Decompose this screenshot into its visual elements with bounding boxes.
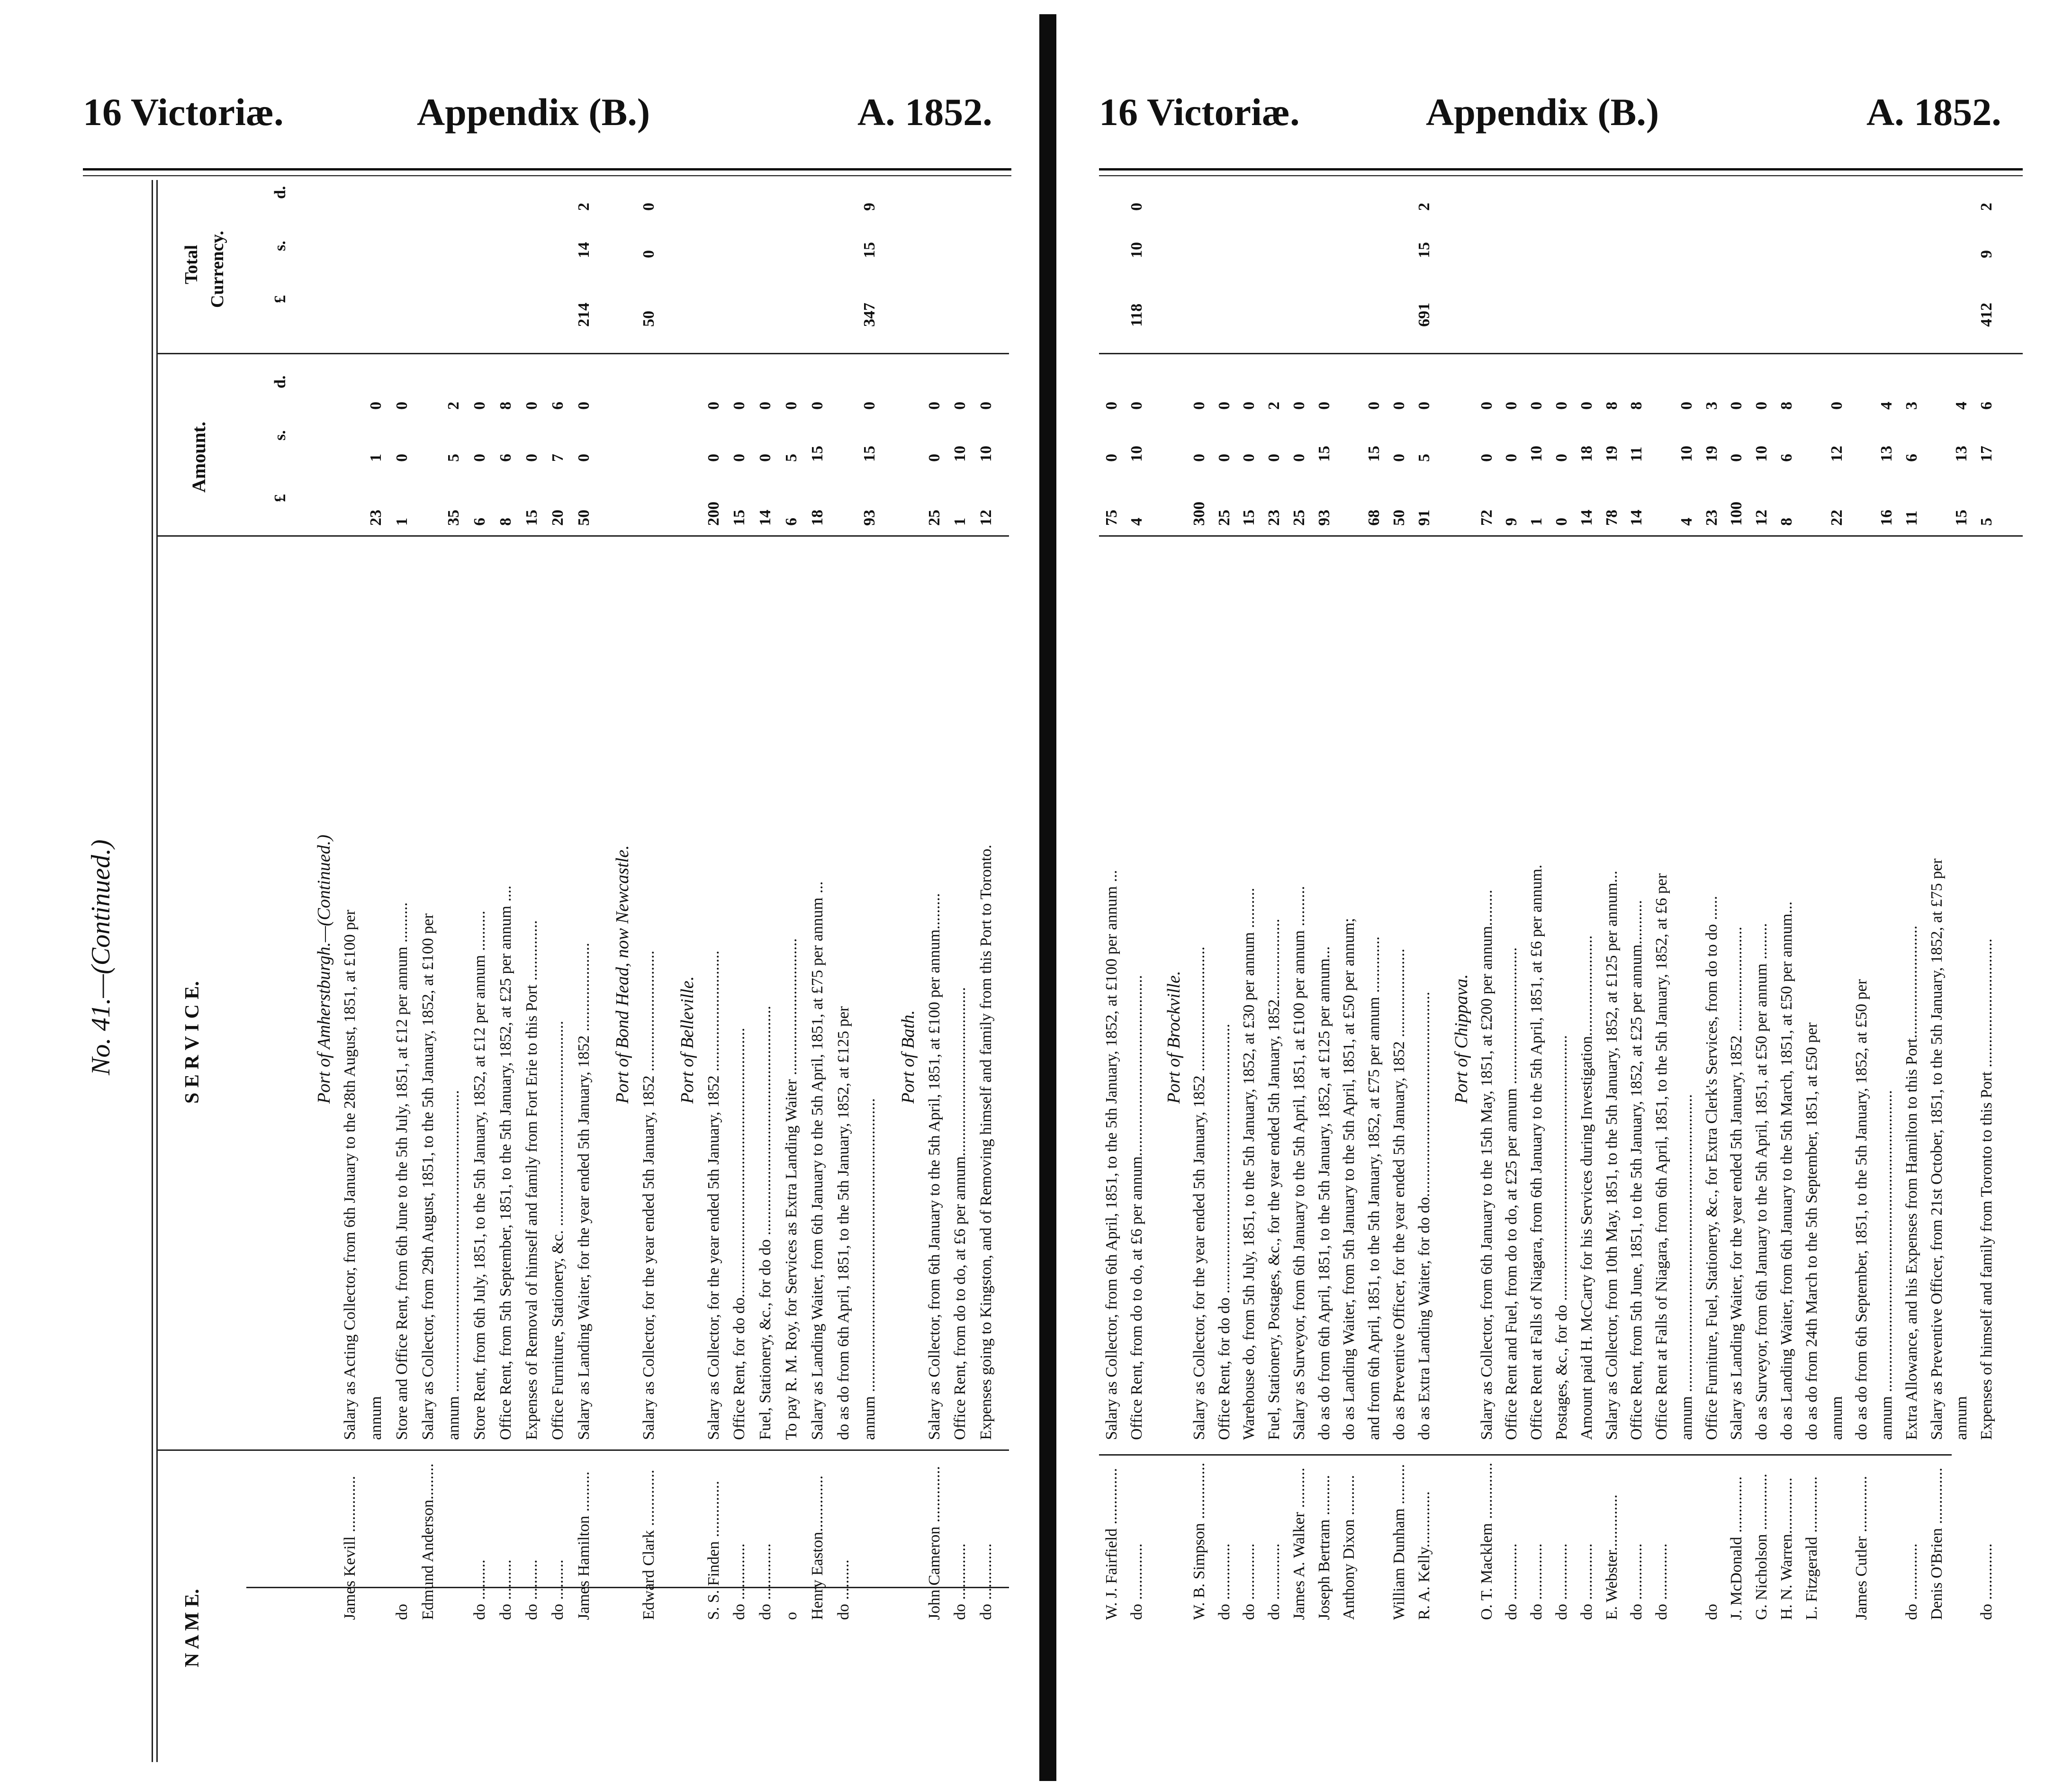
amount-shillings: 1 — [367, 454, 385, 462]
total-pounds: 347 — [860, 303, 878, 327]
amount-shillings: 0 — [1190, 454, 1208, 462]
row-service: do as Preventive Officer, for the year ended 5th January, 1852 ...................... — [1390, 948, 1408, 1440]
amount-pence: 0 — [367, 402, 385, 410]
amount-shillings: 15 — [1315, 446, 1333, 462]
amount-pence: 3 — [1703, 402, 1721, 410]
row-service: Salary as Collector, for the year ended 5th January, 1852 ............................... — [1190, 946, 1208, 1440]
amount-pence: 0 — [1503, 402, 1521, 410]
amount-pence: 0 — [1553, 402, 1570, 410]
amount-pence: 0 — [1190, 402, 1208, 410]
total-pence: 0 — [1127, 203, 1145, 211]
amount-shillings: 0 — [1477, 454, 1495, 462]
amount-pounds: 78 — [1603, 510, 1621, 526]
row-name: do .............. — [977, 1543, 995, 1620]
row-name: Denis O'Brien .............. — [1928, 1467, 1946, 1620]
amount-shillings: 5 — [445, 454, 463, 462]
row-name: J. McDonald .............. — [1728, 1476, 1746, 1620]
amount-pence: 0 — [730, 402, 748, 410]
name-column-header: N A M E. — [181, 1589, 203, 1667]
amount-shillings: 0 — [1290, 454, 1308, 462]
row-service: Salary as Collector, for the year ended 5th January, 1852 .............................. — [704, 950, 722, 1440]
amount-pounds: 93 — [1315, 510, 1333, 526]
amount-pounds: 11 — [1902, 510, 1920, 526]
row-service: Office Rent, for do do................................................................... — [730, 1027, 748, 1440]
row-name: do .............. — [1127, 1543, 1145, 1620]
amount-shillings: 0 — [1240, 454, 1258, 462]
amount-pence: 2 — [445, 402, 463, 410]
row-service: Expenses going to Kingston, and of Removing himself and family from this Port to Toronto. — [977, 845, 995, 1440]
row-service: Salary as Collector, from 6th January to the 5th April, 1851, at £100 per annum......... — [925, 893, 943, 1440]
amount-pence: 0 — [1828, 402, 1846, 410]
amount-pence: 0 — [1677, 402, 1695, 410]
row-service: do as do from 6th September, 1851, to the 5th January, 1852, at £50 per — [1853, 979, 1871, 1440]
row-name: do .......... — [834, 1559, 852, 1620]
left-service-amount-divider — [156, 535, 1009, 537]
amount-shillings: 10 — [1127, 446, 1145, 462]
left-name-service-divider — [156, 1449, 1009, 1451]
amount-pence: 0 — [951, 402, 969, 410]
amount-shillings: 10 — [951, 446, 969, 462]
amount-pounds: 16 — [1878, 510, 1896, 526]
amount-pounds: 25 — [1290, 510, 1308, 526]
amount-shillings: 19 — [1703, 446, 1721, 462]
row-name: do .............. — [757, 1543, 775, 1620]
header-rule-right-thin — [1099, 175, 2023, 176]
row-name: do .............. — [1215, 1543, 1233, 1620]
amount-pence: 0 — [1528, 402, 1546, 410]
amount-shillings: 13 — [1953, 446, 1971, 462]
row-service: Salary as Surveyor, from 6th January to the 5th April, 1851, at £100 per annum .......... — [1290, 886, 1308, 1440]
row-service: Office Furniture, Stationery, &c. ................................................... — [549, 1021, 567, 1440]
currency-column-header: Currency. — [207, 231, 227, 308]
total-pence: 2 — [1415, 203, 1433, 211]
amount-pounds: 23 — [1265, 510, 1283, 526]
row-name: H. N. Warren.............. — [1778, 1477, 1795, 1620]
amount-pence: 0 — [704, 402, 722, 410]
row-name: do .............. — [1503, 1543, 1521, 1620]
amount-pounds: 8 — [497, 518, 515, 526]
row-name: L. Fitzgerald .............. — [1802, 1476, 1820, 1620]
row-service: do as Landing Waiter, from 5th January to the 5th April, 1851, at £50 per annum; — [1340, 918, 1358, 1440]
amount-shillings: 17 — [1978, 446, 1996, 462]
left-frame-line — [152, 180, 153, 1762]
amount-pounds: 12 — [1753, 510, 1771, 526]
amount-shillings: 0 — [925, 454, 943, 462]
row-name: W. B. Simpson .............. — [1190, 1462, 1208, 1620]
amount-pence: 0 — [783, 402, 801, 410]
total-shillings: 0 — [640, 250, 658, 258]
table-title: No. 41.—(Continued.) — [86, 839, 116, 1075]
amount-pounds: 15 — [1953, 510, 1971, 526]
row-service: do as do from 6th April, 1851, to the 5th January, 1852, at £125 per — [834, 1006, 852, 1440]
amount-pounds: 1 — [1528, 518, 1546, 526]
amount-pounds: 23 — [367, 510, 385, 526]
amount-pounds: 1 — [951, 518, 969, 526]
row-name: do .......... — [471, 1559, 489, 1620]
row-service: Salary as Collector, from 6th January to the 15th May, 1851, at £200 per annum......... — [1477, 890, 1495, 1440]
amount-pence: 0 — [523, 402, 541, 410]
amount-shillings: 0 — [1390, 454, 1408, 462]
total-pence: 9 — [860, 203, 878, 211]
amount-pence: 0 — [1577, 402, 1595, 410]
amount-pounds: 20 — [549, 510, 567, 526]
total-pence-header: d. — [271, 186, 289, 199]
row-service: Postages, &c., for do .................................................................. — [1553, 1035, 1570, 1440]
amount-pounds: 6 — [471, 518, 489, 526]
row-name: do .............. — [951, 1543, 969, 1620]
amount-shillings: 5 — [1415, 454, 1433, 462]
amount-pence: 0 — [1415, 402, 1433, 410]
row-service: do as Landing Waiter, from 6th January to the 5th March, 1851, at £50 per annum... — [1778, 901, 1795, 1440]
total-pounds: 691 — [1415, 303, 1433, 327]
row-service: Expenses of Removal of himself and family from Fort Erie to this Port ............... — [523, 920, 541, 1440]
total-pounds: 118 — [1127, 303, 1145, 327]
row-service: Salary as Preventive Officer, from 21st October, 1851, to the 5th January, 1852, at £75 per — [1928, 858, 1946, 1440]
row-service: Salary as Landing Waiter, for the year ended 5th January, 1852 .......................... — [1728, 926, 1746, 1440]
amount-pence: 4 — [1953, 402, 1971, 410]
row-service: Salary as Collector, from 6th April, 1851, to the 5th January, 1852, at £100 per annum ... — [1103, 870, 1120, 1440]
row-name: do .............. — [1577, 1543, 1595, 1620]
row-service: Store and Office Rent, from 6th June to the 5th July, 1851, at £12 per annum .......... — [393, 902, 411, 1440]
amount-pence: 0 — [1477, 402, 1495, 410]
row-service: Office Rent, from 5th September, 1851, to the 5th January, 1852, at £25 per annum .... — [497, 885, 515, 1440]
amount-shillings: 19 — [1603, 446, 1621, 462]
amount-shillings: 0 — [1265, 454, 1283, 462]
amount-pounds: 68 — [1365, 510, 1383, 526]
row-name: Edward Clark .............. — [640, 1469, 658, 1620]
row-name: do — [1703, 1604, 1721, 1620]
row-service: Salary as Landing Waiter, for the year ended 5th January, 1852 ...................... — [575, 943, 593, 1440]
amount-pence: 0 — [1103, 402, 1120, 410]
row-name: James Kevill .............. — [341, 1475, 359, 1620]
amount-shillings: 0 — [575, 454, 593, 462]
amount-pounds: 9 — [1503, 518, 1521, 526]
row-service: Office Rent, for do do ................................................................... — [1215, 1024, 1233, 1440]
amount-pounds: 50 — [575, 510, 593, 526]
total-shillings: 15 — [860, 242, 878, 258]
row-name: James A. Walker .......... — [1290, 1467, 1308, 1620]
amount-pence: 0 — [1365, 402, 1383, 410]
row-service: do as Surveyor, from 6th January to the 5th April, 1851, at £50 per annum ......... — [1753, 923, 1771, 1440]
row-name: Edmund Anderson......... — [419, 1463, 437, 1620]
row-service: Office Rent, from do to do, at £6 per annum.......................................... — [951, 987, 969, 1440]
total-pounds: 412 — [1978, 303, 1996, 327]
row-service: Office Rent, from do to do, at £6 per annum............................................. — [1127, 975, 1145, 1440]
amount-pounds: 100 — [1728, 502, 1746, 526]
row-name: Henry Easton.............. — [808, 1475, 826, 1620]
amount-pence: 0 — [1728, 402, 1746, 410]
row-service: Office Furniture, Fuel, Stationery, &c., for Extra Clerk's Services, from do to do ...... — [1703, 896, 1721, 1440]
row-service: Expenses of himself and family from Toronto to this Port ................................ — [1978, 938, 1996, 1440]
row-service: Salary as Landing Waiter, from 6th January to the 5th April, 1851, at £75 per annum ... — [808, 881, 826, 1440]
amount-shillings: 7 — [549, 454, 567, 462]
total-column-header: Total — [181, 244, 201, 284]
total-shillings: 14 — [575, 242, 593, 258]
service-column-header: S E R V I C E. — [181, 981, 203, 1104]
row-service: do as do from 24th March to the 5th September, 1851, at £50 per — [1802, 1022, 1820, 1440]
amount-shillings: 0 — [523, 454, 541, 462]
amount-pence: 0 — [977, 402, 995, 410]
header-rule-left — [83, 168, 1011, 171]
row-name: W. J. Fairfield .............. — [1103, 1468, 1120, 1620]
amount-shillings: 0 — [1103, 454, 1120, 462]
row-name: do .............. — [1528, 1543, 1546, 1620]
amount-pence: 0 — [1290, 402, 1308, 410]
row-name: do — [393, 1604, 411, 1620]
row-name: do .............. — [1902, 1543, 1920, 1620]
amount-shillings: 10 — [1753, 446, 1771, 462]
section-heading: Port of Chippava. — [1451, 974, 1472, 1104]
row-service: To pay R. M. Roy, for Services as Extra Landing Waiter .................................. — [783, 938, 801, 1440]
amount-pence: 0 — [1240, 402, 1258, 410]
row-service: do as Extra Landing Waiter, for do do................................................... — [1415, 991, 1433, 1440]
row-service: Office Rent at Falls of Niagara, from 6th April, 1851, to the 5th January, 1852, at £6 per — [1653, 873, 1671, 1440]
total-shillings: 10 — [1127, 242, 1145, 258]
amount-pounds: 8 — [1778, 518, 1795, 526]
left-amount-total-divider — [156, 353, 1009, 354]
row-service: Salary as Collector, from 29th August, 1851, to the 5th January, 1852, at £100 per — [419, 913, 437, 1440]
amount-pence: 8 — [1628, 402, 1646, 410]
amount-pence: 3 — [1902, 402, 1920, 410]
right-service-amount-divider — [1099, 535, 2023, 537]
row-service: Office Rent and Fuel, from do to do, at £25 per annum .................................. — [1503, 947, 1521, 1440]
amount-pounds: 15 — [1240, 510, 1258, 526]
amount-pounds: 4 — [1127, 518, 1145, 526]
row-service: Warehouse do, from 5th July, 1851, to the 5th January, 1852, at £30 per annum .......... — [1240, 888, 1258, 1440]
session-header-left: 16 Victoriæ. — [83, 90, 284, 134]
total-pence: 2 — [575, 203, 593, 211]
amount-shillings: 15 — [1365, 446, 1383, 462]
row-service: annum ......................................................................... — [860, 1098, 878, 1440]
amount-pounds: 25 — [1215, 510, 1233, 526]
total-pence: 2 — [1978, 203, 1996, 211]
section-heading: Port of Brockville. — [1164, 971, 1184, 1104]
row-name: do .............. — [730, 1543, 748, 1620]
amount-pounds: 200 — [704, 502, 722, 526]
row-service: annum — [367, 1396, 385, 1440]
amount-shillings: 0 — [1553, 454, 1570, 462]
row-service: Salary as Collector, for the year ended 5th January, 1852 .............................. — [640, 950, 658, 1440]
amount-pence: 0 — [1390, 402, 1408, 410]
row-name: do .......... — [497, 1559, 515, 1620]
amount-shillings: 0 — [1503, 454, 1521, 462]
amount-pounds: 72 — [1477, 510, 1495, 526]
amount-column-header: Amount. — [188, 421, 209, 493]
amount-shillings: 11 — [1628, 446, 1646, 462]
amount-pence: 0 — [925, 402, 943, 410]
right-name-service-divider — [1099, 1454, 1952, 1456]
amount-shillings: 0 — [730, 454, 748, 462]
amount-pence: 0 — [757, 402, 775, 410]
amount-pounds-header: £ — [271, 494, 289, 502]
amount-pounds: 15 — [730, 510, 748, 526]
row-name: do .............. — [1653, 1543, 1671, 1620]
row-service: Office Rent, from 5th June, 1851, to the 5th January, 1852, at £25 per annum........... — [1628, 900, 1646, 1440]
row-name: William Dunham .......... — [1390, 1464, 1408, 1620]
row-name: do .............. — [1553, 1543, 1570, 1620]
amount-pence: 0 — [471, 402, 489, 410]
amount-pence: 6 — [549, 402, 567, 410]
section-heading: Port of Bond Head, now Newcastle. — [613, 845, 633, 1104]
amount-shillings: 0 — [471, 454, 489, 462]
amount-pence: 0 — [1753, 402, 1771, 410]
amount-shillings: 18 — [1577, 446, 1595, 462]
row-name: o — [783, 1612, 801, 1620]
amount-pounds: 91 — [1415, 510, 1433, 526]
row-name: S. S. Finden .............. — [704, 1481, 722, 1620]
left-name-header-divider — [246, 1587, 1009, 1588]
row-name: G. Nicholson .............. — [1753, 1474, 1771, 1620]
appendix-header-left: Appendix (B.) — [417, 90, 650, 134]
amount-pounds: 22 — [1828, 510, 1846, 526]
row-service: and from 6th April, 1851, to the 5th January, 1852, at £75 per annum .............. — [1365, 936, 1383, 1440]
row-service: Fuel, Stationery, Postages, &c., for the year ended 5th January, 1852.................... — [1265, 918, 1283, 1440]
session-header-right: 16 Victoriæ. — [1099, 90, 1300, 134]
row-service: annum ........................................................................... — [1878, 1090, 1896, 1440]
left-frame-line-2 — [156, 180, 158, 1762]
amount-pence: 8 — [497, 402, 515, 410]
appendix-header-right: Appendix (B.) — [1426, 90, 1659, 134]
amount-pence: 0 — [860, 402, 878, 410]
amount-pence: 0 — [575, 402, 593, 410]
amount-pounds: 14 — [1628, 510, 1646, 526]
row-name: R. A. Kelly.............. — [1415, 1491, 1433, 1620]
amount-shillings: 0 — [757, 454, 775, 462]
row-service: Store Rent, from 6th July, 1851, to the 5th January, 1852, at £12 per annum .......... — [471, 910, 489, 1440]
row-name: John Cameron .............. — [925, 1466, 943, 1620]
amount-pounds: 18 — [808, 510, 826, 526]
amount-shillings: 15 — [860, 446, 878, 462]
amount-pounds: 6 — [783, 518, 801, 526]
amount-pounds: 5 — [1978, 518, 1996, 526]
total-pounds-header: £ — [271, 295, 289, 303]
row-service: Extra Allowance, and his Expenses from Hamilton to this Port............................ — [1902, 926, 1920, 1440]
amount-pence: 8 — [1603, 402, 1621, 410]
amount-pounds: 1 — [393, 518, 411, 526]
amount-pence: 0 — [1315, 402, 1333, 410]
amount-pence: 0 — [1215, 402, 1233, 410]
amount-pounds: 12 — [977, 510, 995, 526]
amount-pounds: 300 — [1190, 502, 1208, 526]
amount-pence: 4 — [1878, 402, 1896, 410]
amount-shillings: 0 — [704, 454, 722, 462]
section-heading: Port of Bath. — [898, 1010, 918, 1104]
amount-pence: 8 — [1778, 402, 1795, 410]
row-service: Office Rent at Falls of Niagara, from 6th January to the 5th April, 1851, at £6 per annum. — [1528, 864, 1546, 1440]
amount-shillings: 10 — [1528, 446, 1546, 462]
amount-shillings: 6 — [1902, 454, 1920, 462]
total-pence: 0 — [640, 203, 658, 211]
row-name: do .............. — [1265, 1543, 1283, 1620]
binding-gutter — [1039, 14, 1056, 1781]
total-pounds: 50 — [640, 311, 658, 327]
amount-pence: 0 — [393, 402, 411, 410]
amount-shillings: 0 — [1728, 454, 1746, 462]
amount-pounds: 25 — [925, 510, 943, 526]
amount-shillings: 15 — [808, 446, 826, 462]
amount-pounds: 75 — [1103, 510, 1120, 526]
amount-shillings-header: s. — [271, 430, 289, 441]
amount-shillings: 13 — [1878, 446, 1896, 462]
row-name: O. T. Macklem .............. — [1477, 1462, 1495, 1620]
row-service: annum .......................................................................... — [1677, 1094, 1695, 1440]
row-service: Salary as Acting Collector, from 6th January to the 28th August, 1851, at £100 per — [341, 909, 359, 1440]
amount-shillings: 6 — [497, 454, 515, 462]
row-service: annum ........................................................................... — [445, 1090, 463, 1440]
amount-pence: 6 — [1978, 402, 1996, 410]
row-name: do .......... — [549, 1559, 567, 1620]
amount-pounds: 4 — [1677, 518, 1695, 526]
total-shillings: 15 — [1415, 242, 1433, 258]
amount-shillings: 12 — [1828, 446, 1846, 462]
row-service: Salary as Collector, from 10th May, 1851, to the 5th January, 1852, at £125 per annum... — [1603, 871, 1621, 1440]
amount-shillings: 0 — [393, 454, 411, 462]
right-amount-total-divider — [1099, 353, 2023, 354]
amount-shillings: 10 — [1677, 446, 1695, 462]
amount-pounds: 93 — [860, 510, 878, 526]
total-shillings: 9 — [1978, 250, 1996, 258]
row-name: E. Webster.............. — [1603, 1494, 1621, 1620]
row-name: Joseph Bertram .......... — [1315, 1475, 1333, 1620]
amount-pence: 0 — [808, 402, 826, 410]
row-name: do .............. — [1978, 1543, 1996, 1620]
row-service: annum — [1953, 1396, 1971, 1440]
amount-pounds: 23 — [1703, 510, 1721, 526]
row-service: annum — [1828, 1396, 1846, 1440]
row-service: Amount paid H. McCarty for his Services during Investigation......................... — [1577, 935, 1595, 1440]
total-shillings-header: s. — [271, 241, 289, 251]
amount-pounds: 0 — [1553, 518, 1570, 526]
amount-pounds: 15 — [523, 510, 541, 526]
section-heading: Port of Amherstburgh.—(Continued.) — [314, 835, 334, 1104]
row-name: do .............. — [1628, 1543, 1646, 1620]
amount-shillings: 6 — [1778, 454, 1795, 462]
row-name: do .............. — [1240, 1543, 1258, 1620]
amount-pounds: 14 — [1577, 510, 1595, 526]
amount-pounds: 14 — [757, 510, 775, 526]
row-name: James Hamilton .......... — [575, 1471, 593, 1620]
amount-pence-header: d. — [271, 375, 289, 388]
amount-pence: 2 — [1265, 402, 1283, 410]
row-name: James Cutler .............. — [1853, 1475, 1871, 1620]
section-heading: Port of Belleville. — [677, 976, 698, 1104]
year-header-left: A. 1852. — [857, 90, 992, 134]
amount-pounds: 50 — [1390, 510, 1408, 526]
amount-pounds: 35 — [445, 510, 463, 526]
row-name: Anthony Dixon .......... — [1340, 1475, 1358, 1620]
row-name: do .......... — [523, 1559, 541, 1620]
header-rule-right — [1099, 168, 2023, 171]
row-service: do as do from 6th April, 1851, to the 5th January, 1852, at £125 per annum... — [1315, 946, 1333, 1440]
amount-shillings: 5 — [783, 454, 801, 462]
amount-shillings: 10 — [977, 446, 995, 462]
total-pounds: 214 — [575, 303, 593, 327]
header-rule-left-thin — [83, 175, 1011, 176]
amount-shillings: 0 — [1215, 454, 1233, 462]
amount-pence: 0 — [1127, 402, 1145, 410]
year-header-right: A. 1852. — [1866, 90, 2001, 134]
row-service: Fuel, Stationery, &c., for do do ......................................................... — [757, 1006, 775, 1440]
